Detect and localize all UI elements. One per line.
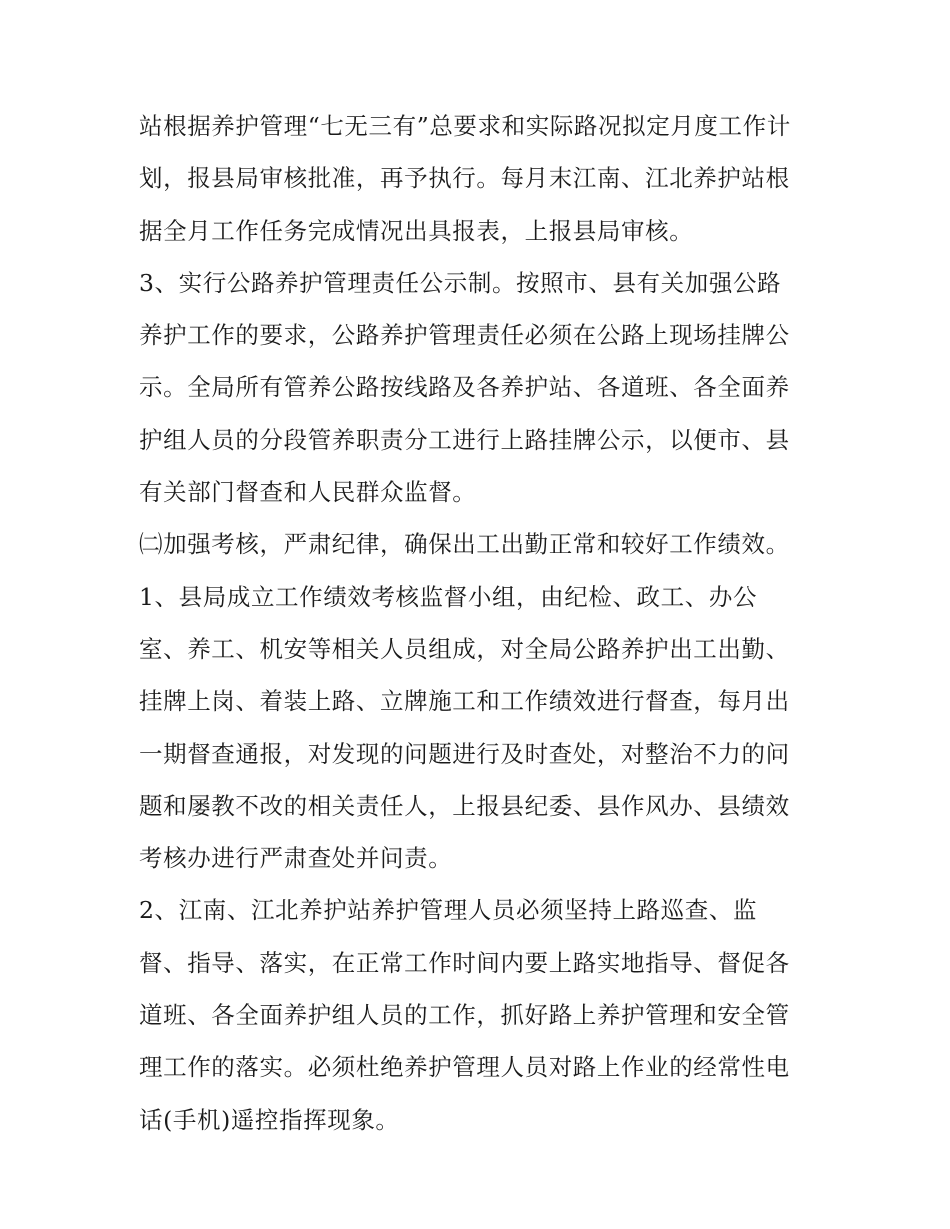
text-line-17: 督、指导、落实，在正常工作时间内要上路实地指导、督促各 <box>139 948 790 977</box>
text-line-3: 据全月工作任务完成情况出具报表，上报县局审核。 <box>139 216 694 245</box>
text-line-14: 题和屡教不改的相关责任人，上报县纪委、县作风办、县绩效 <box>139 791 790 820</box>
text-line-20: 话(手机)遥控指挥现象。 <box>139 1105 400 1134</box>
text-line-7: 护组人员的分段管养职责分工进行上路挂牌公示，以便市、县 <box>139 425 790 454</box>
text-line-6: 示。全局所有管养公路按线路及各养护站、各道班、各全面养 <box>139 373 790 402</box>
text-line-11: 室、养工、机安等相关人员组成，对全局公路养护出工出勤、 <box>139 634 790 663</box>
text-line-13: 一期督查通报，对发现的问题进行及时查处，对整治不力的问 <box>139 739 790 768</box>
text-line-5: 养护工作的要求，公路养护管理责任必须在公路上现场挂牌公 <box>139 321 790 350</box>
text-line-12: 挂牌上岗、着装上路、立牌施工和工作绩效进行督查，每月出 <box>139 687 790 716</box>
text-line-18: 道班、各全面养护组人员的工作，抓好路上养护管理和安全管 <box>139 1001 790 1030</box>
document-body <box>139 100 819 1146</box>
text-line-9: ㈡加强考核，严肃纪律，确保出工出勤正常和较好工作绩效。 <box>139 530 790 559</box>
text-line-2: 划，报县局审核批准，再予执行。每月末江南、江北养护站根 <box>139 164 790 193</box>
text-line-4: 3、实行公路养护管理责任公示制。按照市、县有关加强公路 <box>139 268 782 297</box>
text-line-19: 理工作的落实。必须杜绝养护管理人员对路上作业的经常性电 <box>139 1053 790 1082</box>
text-line-10: 1、县局成立工作绩效考核监督小组，由纪检、政工、办公 <box>139 582 758 611</box>
text-line-8: 有关部门督查和人民群众监督。 <box>139 478 477 507</box>
text-line-16: 2、江南、江北养护站养护管理人员必须坚持上路巡查、监 <box>139 896 758 925</box>
text-line-15: 考核办进行严肃查处并问责。 <box>139 844 453 873</box>
text-line-1: 站根据养护管理“七无三有”总要求和实际路况拟定月度工作计 <box>139 112 791 140</box>
